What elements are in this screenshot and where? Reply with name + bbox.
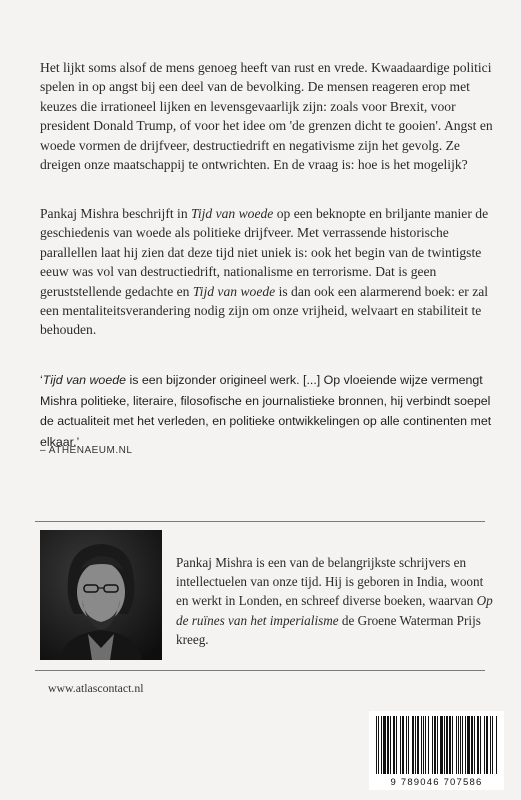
barcode-bar bbox=[471, 716, 473, 774]
barcode-bar bbox=[456, 716, 457, 774]
bio-text: Pankaj Mishra is een van de belangrijkste schrijvers en intellectuelen van onze tijd. Hij is geboren in India, woont en werkt in Londen, en schreef diverse boeken, waarvan bbox=[176, 555, 484, 609]
barcode-bar bbox=[490, 716, 491, 774]
barcode-bar bbox=[425, 716, 426, 774]
barcode-bar bbox=[460, 716, 461, 774]
quote-book-title: Tijd van woede bbox=[42, 373, 126, 387]
quote-text: is een bijzonder origineel werk. [...] Op vloeiende wijze vermengt Mishra politieke, literaire, filosofische en journalistieke bronnen, hij verbindt soepel de actualiteit met het verleden, en politieke ontwikkelingen op alle continenten met elkaar.’ bbox=[40, 373, 492, 449]
barcode-bar bbox=[484, 716, 485, 774]
barcode-bar bbox=[423, 716, 424, 774]
barcode-bar bbox=[492, 716, 493, 774]
bio-text: de Groene Waterman Prijs kreeg. bbox=[176, 612, 481, 647]
barcode-bar bbox=[415, 716, 416, 774]
blurb-paragraph-2 bbox=[40, 204, 500, 340]
barcode-bars bbox=[376, 716, 497, 774]
barcode-bar bbox=[428, 716, 429, 774]
blurb-text: op een beknopte en briljante manier de geschiedenis van woede als politieke drijfveer. Met verrassende historische parallellen laat hij zien dat deze tijd niet uniek is: ook het begin van de twintigste eeuw was vol van destructiedrift, nationalisme en terrorisme. Dat is geen geruststellende gedachte en bbox=[40, 206, 489, 299]
barcode-bar bbox=[440, 716, 443, 774]
barcode-bar bbox=[474, 716, 475, 774]
book-title: Tijd van woede bbox=[191, 206, 274, 221]
barcode-bar bbox=[486, 716, 488, 774]
author-photo bbox=[40, 530, 162, 660]
barcode-bar bbox=[417, 716, 419, 774]
barcode-bar bbox=[434, 716, 436, 774]
review-quote bbox=[40, 370, 495, 452]
barcode-bar bbox=[477, 716, 479, 774]
blurb-paragraph-1: Het lijkt soms alsof de mens genoeg heeft van rust en vrede. Kwaadaardige politici spelen in op angst bij een deel van de bevolking. De mensen reageren erop met keuzes die irrationeel lijken en levensgevaarlijk zijn: zoals voor Brexit, voor president Donald Trump, of voor het idee om 'de grenzen dicht te gooien'. Angst en woede vormen de drijfveer, destructiedrift en negativisme zijn het gevolg. Ze dreigen onze maatschappij te ontwrichten. En de vraag is: hoe is het mogelijk? bbox=[40, 60, 493, 173]
barcode-bar bbox=[383, 716, 386, 774]
barcode-bar bbox=[458, 716, 459, 774]
book-title: Op de ruïnes van het imperialisme bbox=[176, 593, 493, 628]
barcode-bar bbox=[387, 716, 389, 774]
blurb-text: is dan ook een alarmerend boek: er zal een mentaliteitsverandering nodig zijn om onze vrijheid, welvaart en stabiliteit te behouden. bbox=[40, 283, 489, 338]
barcode-bar bbox=[402, 716, 404, 774]
barcode-bar bbox=[437, 716, 438, 774]
barcode-bar bbox=[381, 716, 382, 774]
barcode-bar bbox=[465, 716, 466, 774]
barcode-bar bbox=[412, 716, 414, 774]
barcode-bar bbox=[376, 716, 377, 774]
barcode-bar bbox=[390, 716, 391, 774]
barcode-bar bbox=[400, 716, 401, 774]
divider-bottom bbox=[35, 670, 485, 671]
barcode-bar bbox=[480, 716, 481, 774]
quote-mark: ‘ bbox=[40, 373, 43, 387]
barcode-bar bbox=[378, 716, 379, 774]
barcode-bar bbox=[393, 716, 395, 774]
barcode-bar bbox=[406, 716, 407, 774]
barcode-bar bbox=[444, 716, 445, 774]
barcode-bar bbox=[432, 716, 433, 774]
isbn-number: 9 789046 707586 bbox=[390, 777, 483, 788]
divider-top bbox=[35, 521, 485, 522]
barcode-bar bbox=[462, 716, 463, 774]
quote-source: – ATHENAEUM.NL bbox=[40, 445, 133, 456]
barcode-bar bbox=[467, 716, 470, 774]
blurb-text: Pankaj Mishra beschrijft in bbox=[40, 206, 192, 221]
barcode-bar bbox=[396, 716, 397, 774]
book-title: Tijd van woede bbox=[192, 283, 276, 299]
barcode-bar bbox=[496, 716, 497, 774]
barcode-bar bbox=[446, 716, 448, 774]
barcode-bar bbox=[408, 716, 409, 774]
author-bio bbox=[176, 553, 496, 649]
barcode-bar bbox=[449, 716, 451, 774]
isbn-barcode bbox=[369, 711, 504, 790]
publisher-url[interactable]: www.atlascontact.nl bbox=[48, 681, 144, 695]
author-portrait-image bbox=[40, 530, 162, 660]
barcode-bar bbox=[421, 716, 422, 774]
barcode-bar bbox=[452, 716, 453, 774]
